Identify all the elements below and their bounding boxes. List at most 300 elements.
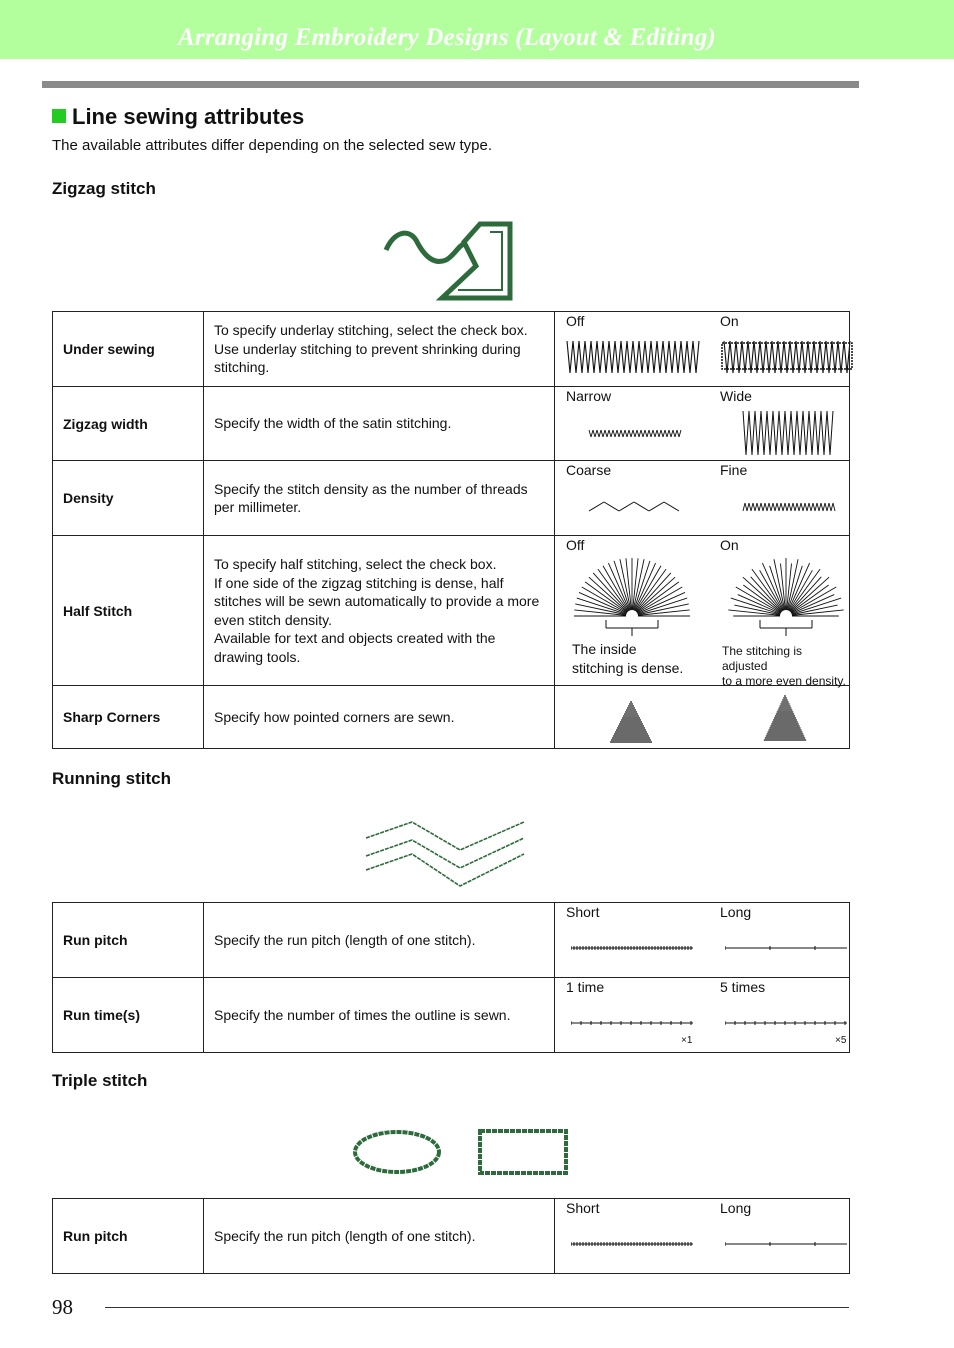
stitch-line	[657, 430, 659, 437]
attr-name: Density	[53, 461, 204, 536]
stitch-line	[633, 430, 635, 437]
zigzag-attributes-table	[52, 311, 850, 749]
stitch-line	[791, 411, 794, 455]
stitch-line	[613, 430, 615, 437]
stitch-line	[785, 503, 787, 511]
stitch-line	[589, 502, 604, 511]
divider-bar	[42, 81, 859, 88]
stitch-line	[660, 341, 663, 373]
sample-left-label: Short	[566, 1200, 600, 1216]
stitch-line	[800, 411, 803, 455]
stitch-line	[634, 502, 649, 511]
stitch-line	[633, 341, 636, 373]
run-time-x5-mark: ×5	[835, 1035, 847, 1046]
sample-left-label: 1 time	[566, 979, 605, 995]
stitch-line	[823, 503, 825, 511]
stitch-line	[811, 341, 814, 373]
stitch-line	[761, 411, 764, 455]
stitch-line	[743, 411, 746, 455]
attr-sample	[555, 1199, 850, 1274]
stitch-line	[769, 341, 772, 373]
stitch-line	[824, 411, 827, 455]
stitch-line	[762, 563, 783, 611]
attr-sample	[555, 686, 850, 749]
stitch-line	[772, 341, 775, 373]
stitch-line	[585, 341, 588, 373]
stitch-line	[617, 430, 619, 437]
stitch-line	[763, 341, 766, 373]
stitch-line	[681, 341, 684, 373]
stitch-line	[799, 341, 802, 373]
triple-stitch-illustration	[334, 1110, 574, 1182]
stitch-line	[807, 503, 809, 511]
stitch-line	[594, 341, 597, 373]
attr-description: Specify the run pitch (length of one stitch).	[204, 903, 555, 978]
stitch-line	[690, 341, 693, 373]
stitch-line	[790, 341, 793, 373]
stitch-line	[643, 430, 645, 437]
stitch-line	[589, 430, 591, 437]
stitch-line	[664, 502, 679, 511]
attr-description: Specify how pointed corners are sewn.	[204, 686, 555, 749]
table-row	[53, 387, 850, 461]
stitch-line	[748, 341, 751, 373]
zigzag-wide-sample	[741, 409, 837, 457]
stitch-line	[599, 430, 601, 437]
stitch-line	[746, 411, 749, 455]
stitch-line	[832, 341, 835, 373]
stitch-line	[636, 341, 639, 373]
sample-left-label: Short	[566, 904, 600, 920]
run-time-x1-mark: ×1	[681, 1035, 693, 1046]
attr-name: Sharp Corners	[53, 686, 204, 749]
stitch-line	[576, 341, 579, 373]
stitch-line	[651, 430, 653, 437]
attr-sample	[555, 387, 850, 461]
running-heading: Running stitch	[52, 769, 171, 788]
stitch-line	[621, 341, 624, 373]
table-row	[53, 536, 850, 686]
stitch-line	[693, 341, 696, 373]
stitch-line	[815, 503, 817, 511]
stitch-line	[755, 503, 757, 511]
zigzag-stitch-illustration	[380, 218, 516, 306]
stitch-line	[796, 341, 799, 373]
stitch-line	[801, 503, 803, 511]
run-pitch-long-sample	[725, 943, 851, 953]
stitch-line	[753, 503, 755, 511]
stitch-line	[678, 341, 681, 373]
stitch-line	[751, 341, 754, 373]
stitch-line	[629, 430, 631, 437]
stitch-line	[666, 341, 669, 373]
stitch-line	[809, 411, 812, 455]
stitch-line	[764, 411, 767, 455]
stitch-line	[607, 430, 609, 437]
stitch-line	[829, 341, 832, 373]
stitch-line	[831, 503, 833, 511]
stitch-line	[835, 341, 838, 373]
stitch-line	[776, 411, 779, 455]
stitch-line	[635, 430, 637, 437]
stitch-line	[591, 430, 593, 437]
stitch-line	[619, 430, 621, 437]
stitch-line	[605, 430, 607, 437]
attr-sample	[555, 536, 850, 686]
stitch-line	[645, 430, 647, 437]
stitch-line	[759, 503, 761, 511]
stitch-line	[612, 341, 615, 373]
stitch-line	[749, 503, 751, 511]
stitch-line	[647, 430, 649, 437]
chapter-title: Arranging Embroidery Designs (Layout & Editing)	[178, 24, 716, 51]
stitch-line	[597, 430, 599, 437]
stitch-line	[591, 341, 594, 373]
stitch-line	[812, 411, 815, 455]
table-row	[53, 978, 850, 1053]
stitch-line	[844, 341, 847, 373]
page-number: 98	[52, 1295, 73, 1319]
attr-name: Run pitch	[53, 1199, 204, 1274]
stitch-line	[654, 341, 657, 373]
stitch-line	[679, 430, 681, 437]
stitch-line	[758, 411, 761, 455]
stitch-line	[775, 503, 777, 511]
attr-description: Specify the run pitch (length of one stitch).	[204, 1199, 555, 1274]
stitch-line	[751, 503, 753, 511]
stitch-line	[618, 341, 621, 373]
stitch-line	[631, 430, 633, 437]
stitch-line	[597, 341, 600, 373]
stitch-line	[799, 503, 801, 511]
green-square-icon	[52, 109, 66, 123]
attr-name: Zigzag width	[53, 387, 204, 461]
stitch-line	[677, 430, 679, 437]
stitch-line	[769, 503, 771, 511]
stitch-line	[669, 430, 671, 437]
stitch-line	[615, 430, 617, 437]
sample-right-label: Long	[720, 904, 752, 920]
half-stitch-off-sample	[569, 558, 695, 640]
stitch-line	[742, 341, 745, 373]
stitch-line	[821, 411, 824, 455]
footer-rule	[105, 1307, 849, 1308]
stitch-line	[789, 503, 791, 511]
stitch-line	[567, 341, 570, 373]
attr-description: To specify underlay stitching, select the check box. Use underlay stitching to prevent shrinking during stitching.	[204, 312, 555, 387]
stitch-line	[841, 341, 844, 373]
running-attributes-table	[52, 902, 850, 1053]
stitch-line	[770, 411, 773, 455]
stitch-line	[619, 502, 634, 511]
stitch-line	[788, 563, 809, 611]
stitch-line	[760, 341, 763, 373]
table-row	[53, 312, 850, 387]
stitch-line	[615, 341, 618, 373]
stitch-line	[733, 341, 736, 373]
stitch-line	[773, 503, 775, 511]
attr-sample	[555, 312, 850, 387]
stitch-line	[749, 411, 752, 455]
stitch-line	[802, 341, 805, 373]
attr-sample	[555, 903, 850, 978]
triple-heading: Triple stitch	[52, 1071, 148, 1090]
stitch-line	[817, 503, 819, 511]
sharp-corner-sample-1	[609, 700, 657, 746]
sample-right-label: On	[720, 313, 739, 329]
stitch-line	[573, 341, 576, 373]
stitch-line	[808, 341, 811, 373]
stitch-line	[757, 503, 759, 511]
stitch-line	[819, 503, 821, 511]
stitch-line	[806, 411, 809, 455]
table-row	[53, 461, 850, 536]
page-header-band	[0, 0, 954, 59]
stitch-line	[623, 430, 625, 437]
stitch-line	[645, 341, 648, 373]
stitch-line	[833, 503, 835, 511]
attr-description: Specify the stitch density as the number of threads per millimeter.	[204, 461, 555, 536]
stitch-line	[624, 341, 627, 373]
sample-left-label: Off	[566, 313, 585, 329]
sample-right-label: On	[720, 537, 739, 553]
stitch-line	[782, 411, 785, 455]
stitch-line	[779, 503, 781, 511]
stitch-line	[747, 503, 749, 511]
triple-pitch-short-sample	[571, 1239, 697, 1249]
section-title	[52, 104, 304, 130]
attr-name: Half Stitch	[53, 536, 204, 686]
stitch-line	[761, 503, 763, 511]
stitch-line	[696, 341, 699, 373]
half-stitch-on-sample	[723, 558, 849, 640]
stitch-line	[609, 341, 612, 373]
stitch-line	[781, 341, 784, 373]
stitch-line	[778, 341, 781, 373]
stitch-line	[793, 503, 795, 511]
stitch-line	[655, 430, 657, 437]
attr-sample	[555, 978, 850, 1053]
stitch-line	[625, 430, 627, 437]
stitch-line	[781, 503, 783, 511]
stitch-line	[787, 503, 789, 511]
stitch-line	[784, 341, 787, 373]
stitch-line	[608, 563, 629, 611]
run-pitch-short-sample	[571, 943, 697, 953]
sample-left-label: Narrow	[566, 388, 612, 404]
stitch-line	[649, 502, 664, 511]
stitch-line	[829, 503, 831, 511]
stitch-line	[588, 341, 591, 373]
stitch-line	[595, 430, 597, 437]
stitch-line	[665, 430, 667, 437]
stitch-line	[687, 341, 690, 373]
stitch-line	[818, 411, 821, 455]
underlay-on-sample	[720, 337, 856, 377]
stitch-line	[659, 430, 661, 437]
stitch-line	[752, 411, 755, 455]
section-intro: The available attributes differ depending on the selected sew type.	[52, 137, 493, 154]
stitch-line	[736, 341, 739, 373]
stitch-line	[775, 341, 778, 373]
zigzag-narrow-sample	[587, 427, 683, 441]
stitch-line	[823, 341, 826, 373]
stitch-line	[637, 592, 685, 613]
stitch-line	[601, 430, 603, 437]
stitch-line	[754, 341, 757, 373]
stitch-line	[630, 341, 633, 373]
stitch-line	[641, 430, 643, 437]
stitch-line	[739, 341, 742, 373]
run-time-1-sample	[571, 1018, 697, 1028]
stitch-line	[820, 341, 823, 373]
table-row	[53, 686, 850, 749]
density-fine-sample	[741, 499, 837, 515]
stitch-line	[847, 341, 850, 373]
stitch-line	[773, 411, 776, 455]
stitch-line	[621, 430, 623, 437]
stitch-line	[611, 430, 613, 437]
stitch-line	[803, 503, 805, 511]
sample-right-label: Long	[720, 1200, 752, 1216]
stitch-line	[745, 503, 747, 511]
stitch-line	[648, 341, 651, 373]
stitch-line	[838, 341, 841, 373]
sample-left-label: Coarse	[566, 462, 612, 478]
attr-description: Specify the width of the satin stitching.	[204, 387, 555, 461]
stitch-line	[579, 341, 582, 373]
attr-name: Run pitch	[53, 903, 204, 978]
sample-right-label: Wide	[720, 388, 752, 404]
stitch-line	[830, 411, 833, 455]
stitch-line	[673, 430, 675, 437]
stitch-line	[649, 430, 651, 437]
stitch-line	[763, 503, 765, 511]
stitch-line	[627, 341, 630, 373]
stitch-line	[787, 341, 790, 373]
table-row	[53, 903, 850, 978]
stitch-line	[606, 341, 609, 373]
zigzag-heading: Zigzag stitch	[52, 179, 156, 198]
density-coarse-sample	[587, 499, 683, 515]
stitch-line	[651, 341, 654, 373]
stitch-line	[805, 503, 807, 511]
stitch-line	[765, 503, 767, 511]
stitch-line	[669, 341, 672, 373]
attr-description: To specify half stitching, select the check box. If one side of the zigzag stitching is dense, half stitches will be sewn automatically to provide a more even stitch density. Available for text and objects created with the drawing tools.	[204, 536, 555, 686]
stitch-line	[794, 411, 797, 455]
stitch-line	[826, 341, 829, 373]
attr-description: Specify the number of times the outline is sewn.	[204, 978, 555, 1053]
stitch-line	[811, 503, 813, 511]
stitch-line	[639, 341, 642, 373]
stitch-line	[667, 430, 669, 437]
attr-name: Run time(s)	[53, 978, 204, 1053]
stitch-line	[642, 341, 645, 373]
attr-name: Under sewing	[53, 312, 204, 387]
stitch-line	[805, 341, 808, 373]
table-row	[53, 1199, 850, 1274]
stitch-line	[771, 503, 773, 511]
stitch-line	[604, 502, 619, 511]
stitch-line	[724, 341, 727, 373]
stitch-line	[657, 341, 660, 373]
stitch-line	[827, 503, 829, 511]
stitch-line	[803, 411, 806, 455]
stitch-line	[639, 430, 641, 437]
sample-left-label: Off	[566, 537, 585, 553]
stitch-line	[814, 341, 817, 373]
stitch-line	[788, 411, 791, 455]
sharp-corner-sample-2	[763, 694, 811, 744]
stitch-line	[600, 341, 603, 373]
stitch-line	[663, 430, 665, 437]
stitch-line	[727, 341, 730, 373]
stitch-line	[745, 341, 748, 373]
running-stitch-illustration	[362, 816, 544, 896]
stitch-line	[779, 411, 782, 455]
stitch-line	[570, 341, 573, 373]
stitch-line	[672, 341, 675, 373]
half-stitch-off-caption: The inside stitching is dense.	[572, 641, 684, 676]
stitch-line	[603, 341, 606, 373]
stitch-line	[825, 503, 827, 511]
stitch-line	[757, 341, 760, 373]
stitch-line	[634, 563, 655, 611]
stitch-line	[675, 430, 677, 437]
stitch-line	[767, 503, 769, 511]
stitch-line	[627, 430, 629, 437]
stitch-line	[767, 411, 770, 455]
section-title-text: Line sewing attributes	[72, 104, 305, 129]
stitch-line	[593, 430, 595, 437]
stitch-line	[793, 341, 796, 373]
stitch-line	[817, 341, 820, 373]
stitch-line	[671, 430, 673, 437]
stitch-line	[783, 503, 785, 511]
stitch-line	[663, 341, 666, 373]
stitch-line	[791, 503, 793, 511]
stitch-line	[795, 503, 797, 511]
stitch-line	[743, 503, 745, 511]
stitch-line	[797, 503, 799, 511]
attr-sample	[555, 461, 850, 536]
stitch-line	[766, 341, 769, 373]
stitch-line	[609, 430, 611, 437]
half-stitch-on-caption: The stitching is adjusted to a more even density.	[722, 644, 846, 688]
triple-pitch-long-sample	[725, 1239, 851, 1249]
stitch-line	[684, 341, 687, 373]
stitch-line	[827, 411, 830, 455]
stitch-line	[785, 411, 788, 455]
sample-right-label: 5 times	[720, 979, 766, 995]
stitch-line	[777, 503, 779, 511]
stitch-line	[815, 411, 818, 455]
stitch-line	[579, 592, 627, 613]
stitch-line	[821, 503, 823, 511]
stitch-line	[653, 430, 655, 437]
stitch-line	[675, 341, 678, 373]
sample-right-label: Fine	[720, 462, 748, 478]
underlay-off-sample	[565, 337, 701, 377]
stitch-line	[603, 430, 605, 437]
triple-attributes-table	[52, 1198, 850, 1274]
stitch-line	[582, 341, 585, 373]
stitch-line	[797, 411, 800, 455]
stitch-line	[809, 503, 811, 511]
stitch-line	[661, 430, 663, 437]
stitch-line	[637, 430, 639, 437]
